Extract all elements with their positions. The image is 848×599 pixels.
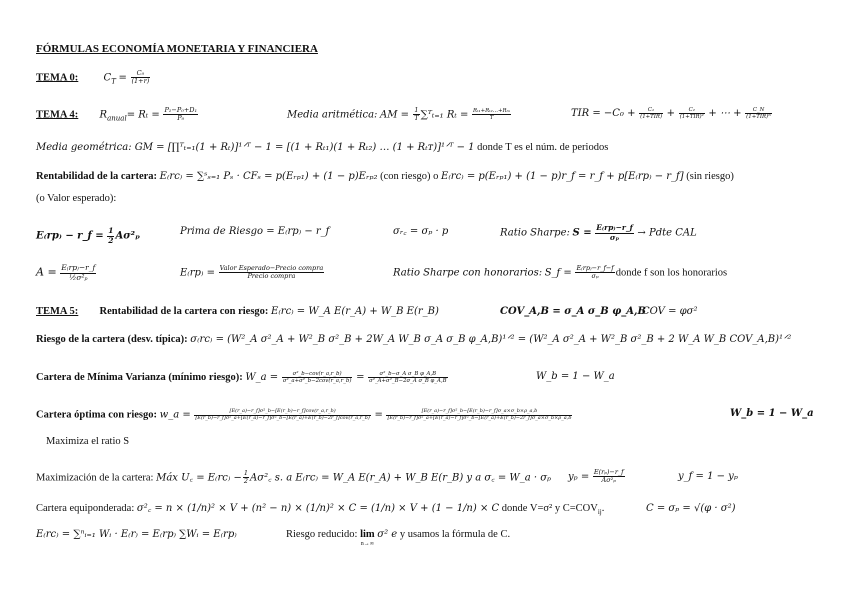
min-var-f2-den: σ²_A+σ²_B−2σ_A σ_B φ_A,B	[369, 378, 447, 385]
optima-f2-num: [E(r_a)−r_f]σ²_b−[E(r_b)−r_f]σ_a×σ_b×ρ_a,b	[386, 409, 572, 416]
riesgo-row	[36, 335, 791, 346]
erp-lhs: E₍rp₎ =	[180, 267, 215, 279]
exceso-half	[107, 227, 114, 245]
sharpe-fraction	[595, 224, 634, 242]
tema4-label: TEMA 4:	[36, 109, 79, 121]
min-var-frac-1	[282, 371, 353, 384]
sh-h-label: Ratio Sharpe con honorarios:	[393, 267, 543, 279]
sh-h-lhs: S_f =	[544, 267, 572, 279]
erp-formula	[180, 265, 325, 281]
equiponderada-tail: .	[601, 503, 605, 514]
tema0-fraction	[131, 70, 151, 86]
sharpe-num: E₍rp₎−r_f	[596, 223, 633, 232]
min-var-f1-den: σ²_a+σ²_b−2cov(r_a,r_b)	[282, 378, 352, 385]
sharpe-rhs: → Pdte CAL	[637, 227, 697, 239]
yp-den: Aσ²ₚ	[601, 476, 616, 485]
media-arit-den: T	[489, 115, 494, 122]
tema0-frac-num: C₀	[131, 70, 151, 78]
erp-num: Valor Esperado−Precio compra	[219, 264, 324, 272]
ratio-sharpe	[500, 224, 697, 242]
a-fraction	[60, 264, 96, 282]
maximizacion-expr1: Máx U꜀ = E₍rc₎ −	[156, 472, 242, 484]
sharpe-honorarios	[393, 265, 727, 281]
tema5-label: TEMA 5:	[36, 306, 79, 317]
sharpe-label: Ratio Sharpe:	[500, 227, 570, 239]
a-num: E₍rp₎−r_f	[61, 263, 96, 272]
erp-den: Precio compra	[247, 272, 296, 281]
media-arit-coef-num: 1	[414, 106, 419, 114]
tir-t2-num: C₂	[679, 107, 705, 114]
min-var-eq: =	[356, 372, 365, 384]
ranual-fraction	[163, 107, 198, 123]
equiponderada-expr: σ²꜀ = n × (1/n)² × V + (n² − n) × (1/n)² × C = (1/n) × V + (1 − 1/n) × C	[136, 503, 500, 514]
tema0-label: TEMA 0:	[36, 72, 79, 84]
sh-h-fraction	[575, 265, 614, 281]
tir-lhs: TIR = −C₀ +	[571, 108, 636, 120]
min-var-f2-num: σ²_b−σ_A σ_B φ_A,B	[368, 371, 447, 378]
rentabilidad-line2: (o Valor esperado):	[36, 193, 117, 204]
tir-term-n	[745, 107, 772, 120]
equiponderada-c: C = σₚ = √(φ · σ²)	[646, 503, 736, 514]
rentabilidad-expr2: E₍rc₎ = p(Eᵣₚ₁) + (1 − p)r_f = r_f + p[E₍rp₎ − r_f]	[441, 171, 684, 182]
tir-formula	[571, 107, 773, 120]
equiponderada-row	[36, 504, 604, 516]
aversion-a	[36, 264, 97, 282]
tema0-lhs: C	[103, 72, 112, 84]
maximizacion-half-den: 2	[243, 477, 249, 486]
min-var-f1-num: σ²_b−cov(r_a,r_b)	[282, 371, 353, 378]
optima-f1-num: [E(r_a)−r_f]σ²_b−[E(r_b)−r_f]cov(r_a,r_b)	[194, 409, 370, 416]
tir-term-2	[679, 107, 705, 120]
tir-term-1	[639, 107, 663, 120]
sh-h-text: donde f son los honorarios	[615, 267, 728, 279]
tir-tn-den: (1+TIR)ᴺ	[746, 114, 772, 121]
optima-frac-1	[194, 409, 370, 422]
a-den: ½σ²ₚ	[69, 272, 88, 282]
sharpe-lhs: S =	[572, 227, 592, 239]
erp-fraction	[219, 265, 325, 281]
min-var-lhs: W_a =	[245, 372, 279, 384]
media-arit-expr: AM =	[380, 109, 413, 121]
min-var-label: Cartera de Mínima Varianza (mínimo riesgo):	[36, 372, 243, 384]
tir-t1-den: (1+TIR)	[640, 114, 663, 121]
prima-riesgo: Prima de Riesgo = E₍rp₎ − r_f	[180, 226, 330, 237]
yp-num: E(rₚ)−r_f	[593, 468, 624, 476]
media-arit-label: Media aritmética:	[287, 109, 378, 121]
media-aritmetica	[287, 107, 512, 123]
lim-block	[360, 530, 375, 547]
rentabilidad-label: Rentabilidad de la cartera:	[36, 171, 158, 182]
optima-lhs: w_a =	[159, 409, 191, 421]
equiponderada-text: donde V=σ² y C=COV	[501, 503, 598, 514]
riesgo-reducido	[286, 530, 510, 547]
sigma-rc: σᵣ꜀ = σₚ · p	[393, 226, 449, 237]
exceso-num: 1	[108, 226, 114, 235]
tema5-row	[36, 307, 439, 318]
tir-plus-2: + ⋯ +	[708, 108, 742, 120]
maximizacion-label: Maximización de la cartera:	[36, 472, 154, 484]
min-var-frac-2	[368, 371, 447, 384]
optima-eq: =	[374, 409, 383, 421]
tir-plus-1: +	[666, 108, 676, 120]
tir-t1-num: C₁	[639, 107, 663, 114]
lim-word: lim	[360, 529, 375, 540]
cov-phi: COV = φσ²	[642, 306, 698, 317]
ranual-mid: = Rₜ =	[126, 109, 160, 121]
optima-note: Maximiza el ratio S	[46, 436, 130, 447]
tema0-eq: =	[118, 72, 127, 84]
rentabilidad-row	[36, 172, 734, 183]
yp-fraction	[593, 469, 625, 485]
optima-wb: W_b = 1 − W_a	[730, 408, 814, 419]
optima-f1-den: [E(r_b)−r_f]σ²_a+[E(r_a)−r_f]σ²_b−[E(r_a)+E(r_b)−2r_f]cov(r_a,r_b)	[195, 414, 370, 421]
media-arit-sum: ∑ᵀₜ₌₁ Rₜ =	[420, 109, 469, 121]
maximizacion-half	[243, 470, 249, 486]
equiponderada-sub: ij	[597, 508, 602, 517]
a-lhs: A =	[36, 265, 57, 279]
media-geometrica	[36, 143, 608, 154]
maximizacion-half-num: 1	[243, 469, 249, 477]
tema0-lhs-sub: T	[111, 77, 116, 86]
riesgo-reducido-label: Riesgo reducido:	[286, 529, 358, 540]
media-arit-fraction	[472, 108, 511, 121]
min-var-wb: W_b = 1 − W_a	[536, 371, 615, 382]
maximizacion-expr2: Aσ²꜀ s. a E₍rc₎ = W_A E(r_A) + W_B E(r_B) y a σ꜀ = W_a · σₚ	[250, 472, 552, 484]
optima-label: Cartera óptima con riesgo:	[36, 409, 158, 421]
yp-formula	[568, 469, 626, 485]
exceso-rhs: Aσ²ₚ	[115, 230, 140, 242]
tema0-row	[36, 70, 151, 86]
page-title: FÓRMULAS ECONOMÍA MONETARIA Y FINANCIERA	[36, 43, 318, 55]
sh-h-num: E₍rp₎−r_f−f	[576, 264, 614, 272]
lim-sub: n→∞	[360, 540, 375, 547]
riesgo-reducido-text: y usamos la fórmula de C.	[399, 529, 511, 540]
media-arit-coef	[413, 107, 419, 123]
yp-lhs: yₚ =	[568, 471, 590, 483]
tir-t2-den: (1+TIR)²	[679, 114, 704, 121]
exceso-lhs: E₍rp₎ − r_f =	[36, 230, 104, 242]
ranual-lhs: R	[99, 109, 108, 121]
ranual-den: P₀	[177, 114, 185, 123]
media-arit-coef-den: T	[414, 114, 419, 123]
maximizacion-row	[36, 470, 551, 486]
riesgo-label: Riesgo de la cartera (desv. típica):	[36, 334, 188, 345]
rentabilidad-expr1: E₍rc₎ = ∑ˢₛ₌₁ Pₛ · CFₛ = p(Eᵣₚ₁) + (1 − p)Eᵣₚ₂	[159, 171, 378, 182]
lim-expr: σ² e	[377, 529, 398, 540]
tema0-frac-den: (1+r)	[131, 77, 150, 86]
tema5-rent-expr: E₍rc₎ = W_A E(r_A) + W_B E(r_B)	[271, 306, 439, 317]
tema4-row	[36, 107, 199, 123]
equiponderada-label: Cartera equiponderada:	[36, 503, 135, 514]
ultima-expr: E₍rc₎ = ∑ⁿᵢ₌₁ Wᵢ · E₍r₎ = E₍rp₎ ∑Wᵢ = E₍rp₎	[36, 529, 237, 540]
media-geom-expr: Media geométrica: GM = [∏ᵀₜ₌₁(1 + Rₜ)]¹ᐟᵀ − 1 = [(1 + Rₜ₁)(1 + Rₜ₂) … (1 + Rₜᴛ)]¹ᐟᵀ − 1	[36, 142, 475, 153]
ranual-sub: anual	[107, 114, 127, 123]
sharpe-den: σₚ	[609, 232, 620, 242]
rentabilidad-text1: (con riesgo) o	[380, 171, 439, 182]
riesgo-expr: σ₍rc₎ = (W²_A σ²_A + W²_B σ²_B + 2W_A W_B σ_A σ_B φ_A,B)¹ᐟ² = (W²_A σ²_A + W²_B σ²_B + 2 W_A W_B COV_A,B)¹ᐟ²	[190, 334, 792, 345]
optima-frac-2	[386, 409, 572, 422]
exceso-den: 2	[108, 235, 114, 245]
ranual-num: P₁−P₀+D₁	[164, 106, 198, 114]
tema5-rent-label: Rentabilidad de la cartera con riesgo:	[99, 306, 269, 317]
min-var-row	[36, 371, 449, 384]
yf-formula: y_f = 1 − yₚ	[678, 471, 738, 482]
tir-tn-num: C_N	[745, 107, 772, 114]
media-geom-text: donde T es el núm. de periodos	[477, 142, 609, 153]
exceso-rentabilidad	[36, 227, 140, 245]
rentabilidad-text2: (sin riesgo)	[686, 171, 734, 182]
ultima-row	[36, 530, 237, 541]
cov-ab: COV_A,B = σ_A σ_B φ_A,B	[500, 306, 646, 317]
optima-f2-den: [E(r_b)−r_f]σ²_a+[E(r_a)−r_f]σ²_b−[E(r_a)+E(r_b)−2r_f]σ_a×σ_b×ρ_a,b	[387, 414, 572, 421]
media-arit-num: Rₜ₁+Rₜ₂…+Rₜₙ	[473, 108, 511, 115]
optima-row	[36, 409, 573, 422]
sh-h-den: σₚ	[591, 272, 599, 281]
